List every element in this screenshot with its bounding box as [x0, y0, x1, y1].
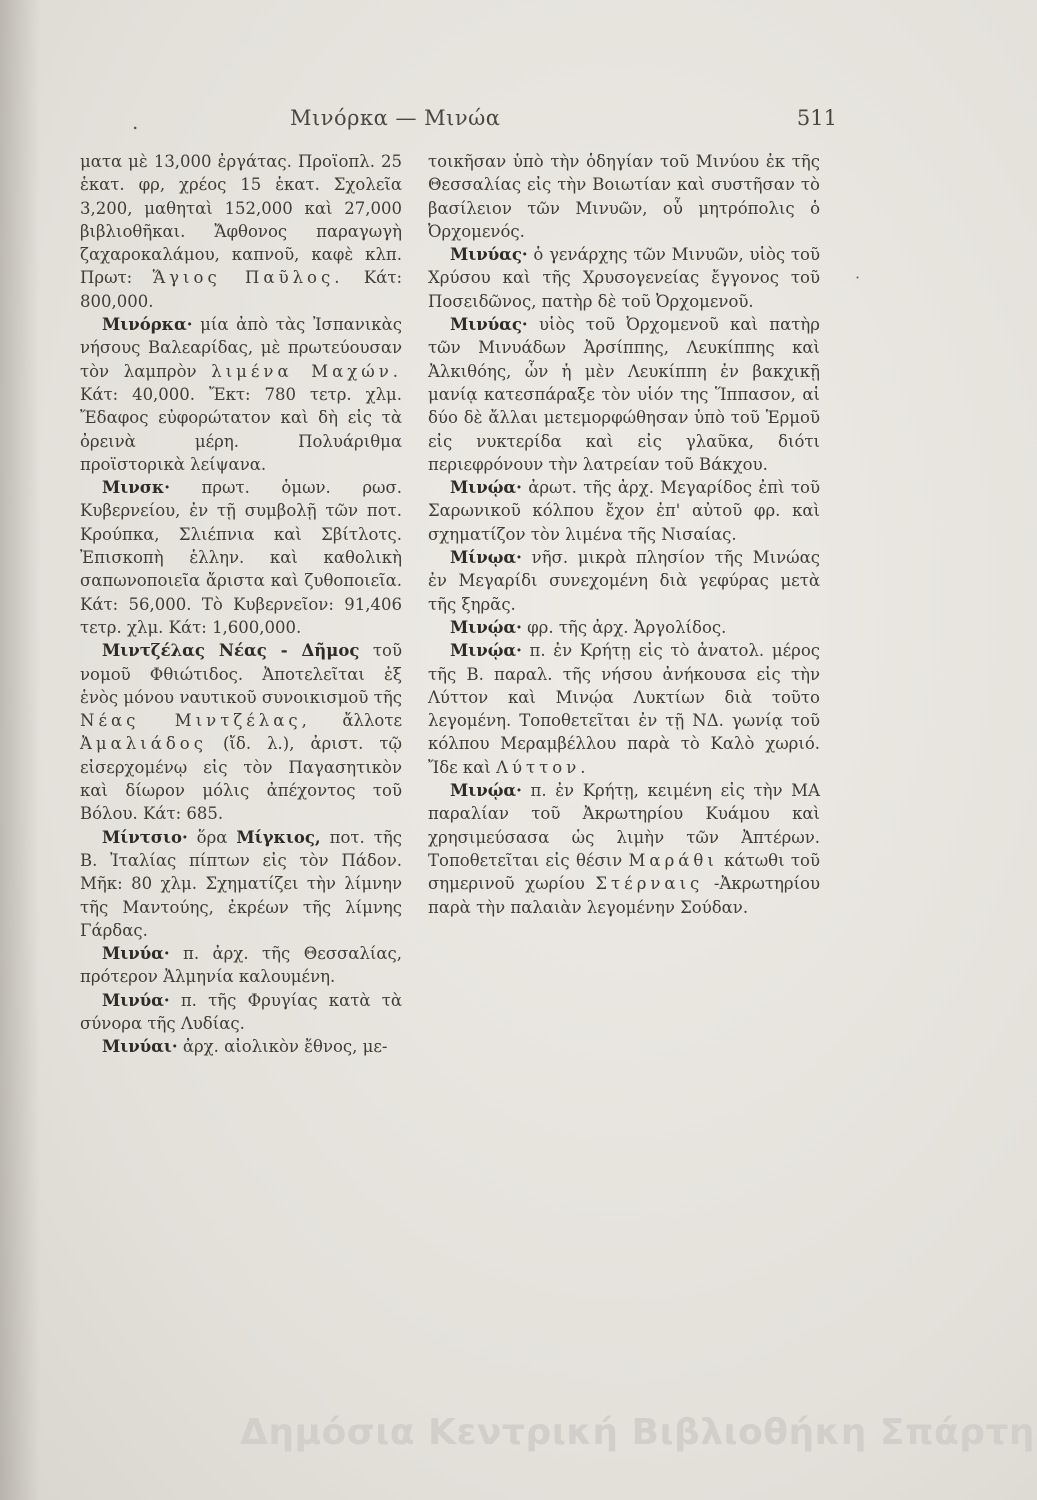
headword: Μινόρκα· [102, 315, 193, 335]
headword: Μίνῳα· [450, 548, 522, 568]
headword: Μινῴα· [450, 641, 522, 661]
headword: Μινύα· [102, 944, 170, 964]
headword: Μινσκ· [102, 478, 170, 498]
headword: Μινύας· [450, 315, 528, 335]
headword: Μινῴα· [450, 478, 522, 498]
headword: Μιντζέλας Νέας - Δῆμος [102, 641, 360, 661]
spine-shadow [0, 0, 40, 1500]
entry-minyas-2: Μινύας· υἱὸς τοῦ Ὀρχομενοῦ καὶ πατὴρ τῶν Μινυάδων Ἀρσίππης, Λευκίππης καὶ Ἀλκιθόης, ὧν ἡ μὲν Λευκίππη ἐν βακχικῇ μανίᾳ κατεσπάραξε τὸν υἱόν της Ἵππασον, αἱ δύο δὲ ἄλλαι μετεμορφώθησαν ὑπὸ τοῦ Ἑρμοῦ εἰς νυκτερίδα καὶ εἰς γλαῦκα, διότι περιεφρόνουν τὴν λατρείαν τοῦ Βάκχου. [428, 315, 820, 474]
entry-continuation: ματα μὲ 13,000 ἐργάτας. Προϊοπλ. 25 ἑκατ. φρ, χρέος 15 ἑκατ. Σχολεῖα 3,200, μαθηταὶ 152,000 καὶ 27,000 βιβλιοθῆκαι. Ἄφθονος παραγωγὴ ζαχαροκαλάμου, καπνοῦ, καφὲ κλπ. Πρωτ: Ἅγιος Παῦλος. Κάτ: 800,000. [80, 152, 402, 311]
entry-mintzelas: Μιντζέλας Νέας - Δῆμος τοῦ νομοῦ Φθιώτιδος. Ἀποτελεῖται ἐξ ἑνὸς μόνου ναυτικοῦ συνοικισμοῦ τῆς Νέας Μιντζέλας, ἄλλοτε Ἀμαλιάδος (ἴδ. λ.), ἀριστ. τῷ εἰσερχομένῳ εἰς τὸν Παγασητικὸν καὶ δίωρον μόλις ἀπέχοντος τοῦ Βόλου. Κάτ: 685. [80, 641, 403, 824]
entry-minya-1: Μινύα· π. ἀρχ. τῆς Θεσσαλίας, πρότερον Ἀλμηνία καλουμένη. [80, 944, 402, 987]
entry-minoa-5: Μινῴα· π. ἐν Κρήτῃ, κειμένη εἰς τὴν ΜΑ παραλίαν τοῦ Ἀκρωτηρίου Κυάμου καὶ χρησιμεύσασα ὡς λιμὴν τῶν Ἀπτέρων. Τοποθετεῖται εἰς θέσιν Μαράθι κάτωθι τοῦ σημερινοῦ χωρίου Στέρναις -Ἀκρωτηρίου παρὰ τὴν παλαιὰν λεγομένην Σούδαν. [428, 781, 820, 917]
margin-mark: · [855, 268, 861, 287]
entry-minsk: Μινσκ· πρωτ. ὁμων. ρωσ. Κυβερνείου, ἐν τῇ συμβολῇ τῶν ποτ. Κρούπκα, Σλιέπνια καὶ Σβίτλοτς. Ἐπισκοπὴ ἑλλην. καὶ καθολικὴ σαπωνοποιεῖα ἄριστα καὶ ζυθοποιεῖα. Κάτ: 56,000. Τὸ Κυβερνεῖον: 91,406 τετρ. χλμ. Κάτ: 1,600,000. [80, 478, 402, 637]
entry-minyai: Μινύαι· ἀρχ. αἰολικὸν ἔθνος, με- [102, 1037, 388, 1057]
entry-minoa-2: Μίνῳα· νῆσ. μικρὰ πλησίον τῆς Μινώας ἐν Μεγαρίδι συνεχομένη διὰ γεφύρας μετὰ τῆς ξηρᾶς. [428, 548, 821, 614]
headword: Μίντσιο· [102, 827, 188, 847]
headword: Μινύαι· [102, 1037, 178, 1057]
entry-minyas-1: Μινύας· ὁ γενάρχης τῶν Μινυῶν, υἱὸς τοῦ Χρύσου καὶ τῆς Χρυσογενείας ἔγγονος τοῦ Ποσειδῶνος, πατὴρ δὲ τοῦ Ὀρχομενοῦ. [428, 245, 820, 311]
entry-continuation: τοικῆσαν ὑπὸ τὴν ὁδηγίαν τοῦ Μινύου ἐκ τῆς Θεσσαλίας εἰς τὴν Βοιωτίαν καὶ συστῆσαν τὸ βασίλειον τῶν Μινυῶν, οὗ μητρόπολις ὁ Ὀρχομενός. [428, 152, 820, 241]
running-head: Μινόρκα — Μινώα [290, 106, 501, 130]
library-watermark: Δημόσια Κεντρική Βιβλιοθήκη Σπάρτη [240, 1412, 1036, 1453]
headword: Μινῴα· [450, 781, 522, 801]
entry-minorka: Μινόρκα· μία ἀπὸ τὰς Ἰσπανικὰς νήσους Βαλεαρίδας, μὲ πρωτεύουσαν τὸν λαμπρὸν λιμένα Μαχών. Κάτ: 40,000. Ἔκτ: 780 τετρ. χλμ. Ἔδαφος εὐφορώτατον καὶ δὴ εἰς τὰ ὀρεινὰ μέρη. Πολυάριθμα προϊστορικὰ λείψανα. [80, 315, 403, 474]
headword: Μινύας· [450, 245, 528, 265]
entry-minoa-4: Μινῴα· π. ἐν Κρήτῃ εἰς τὸ ἀνατολ. μέρος τῆς Β. παραλ. τῆς νήσου ἀνήκουσα εἰς τὴν Λύττον καὶ Μινῴα Λυκτίων διὰ τοῦτο λεγομένη. Τοποθετεῖται ἐν τῇ ΝΔ. γωνίᾳ τοῦ κόλπου Μεραμβέλλου παρὰ τὸ Καλὸ χωριό. Ἴδε καὶ Λύττον. [428, 641, 820, 777]
entry-mintsio: Μίντσιο· ὅρα Μίγκιος, ποτ. τῆς Β. Ἰταλίας πίπτων εἰς τὸν Πάδον. Μῆκ: 80 χλμ. Σχηματίζει τὴν λίμνην τῆς Μαντούης, ἐκρέων τῆς λίμνης Γάρδας. [80, 827, 402, 940]
headword: Μινῴα· [450, 617, 522, 637]
header-dot: . [132, 110, 139, 134]
headword: Μινύα· [102, 990, 170, 1010]
right-column [428, 150, 820, 919]
entry-minoa-3: Μινῴα· φρ. τῆς ἀρχ. Ἀργολίδος. [450, 617, 727, 637]
entry-minoa-1: Μινῴα· ἀρωτ. τῆς ἀρχ. Μεγαρίδος ἐπὶ τοῦ Σαρωνικοῦ κόλπου ἔχον ἐπ' αὐτοῦ φρ. καὶ σχηματίζον τὸν λιμένα τῆς Νισαίας. [428, 478, 820, 544]
left-column [80, 150, 402, 1059]
entry-minya-2: Μινύα· π. τῆς Φρυγίας κατὰ τὰ σύνορα τῆς Λυδίας. [80, 990, 402, 1033]
cross-reference: Μίγκιος, [236, 827, 321, 847]
page-number: 511 [796, 106, 837, 130]
